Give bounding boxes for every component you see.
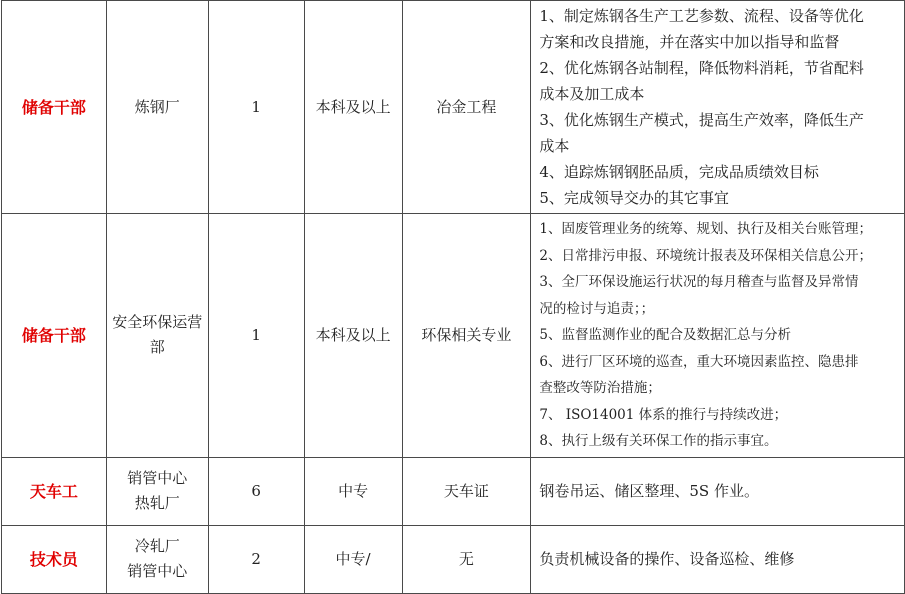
position-title: 天车工 (2, 457, 107, 525)
department-line: 冷轧厂 (134, 537, 180, 555)
duty-line: 5、完成领导交办的其它事宜 (539, 189, 729, 207)
headcount-cell: 2 (208, 525, 304, 593)
duty-line: 方案和改良措施，并在落实中加以指导和监督 (539, 33, 840, 51)
department-cell (106, 457, 208, 525)
education-cell: 中专 (304, 457, 402, 525)
duty-line: 2、日常排污申报、环境统计报表及环保相关信息公开； (539, 247, 872, 264)
duty-line: 2、优化炼钢各站制程，降低物料消耗，节省配料 (539, 59, 864, 77)
headcount-cell: 1 (208, 214, 304, 458)
duty-line: 况的检讨与追责；； (539, 300, 655, 317)
department-line: 热轧厂 (134, 494, 180, 512)
duty-line: 1、制定炼钢各生产工艺参数、流程、设备等优化 (539, 7, 864, 25)
duty-line: 成本及加工成本 (539, 85, 645, 103)
duty-line: 查整改等防治措施； (539, 380, 661, 396)
department-cell (106, 1, 208, 214)
table-row (2, 214, 905, 458)
department-cell (106, 525, 208, 593)
duties-cell (531, 457, 905, 525)
headcount-cell: 1 (208, 1, 304, 214)
education-cell: 本科及以上 (304, 214, 402, 458)
major-cell: 冶金工程 (402, 1, 531, 214)
duty-line: 6、进行厂区环境的巡查，重大环境因素监控、隐患排 (539, 353, 859, 370)
duty-line: 5、监督监测作业的配合及数据汇总与分析 (539, 327, 791, 343)
department-line: 销管中心 (127, 562, 188, 580)
department-line: 销管中心 (127, 469, 188, 487)
duties-cell (531, 214, 905, 458)
duty-line: 1、固废管理业务的统筹、规划、执行及相关台账管理； (539, 221, 872, 237)
table-row (2, 525, 905, 593)
major-cell: 环保相关专业 (402, 214, 531, 458)
position-title: 技术员 (2, 525, 107, 593)
duty-line: 4、追踪炼钢钢胚品质，完成品质绩效目标 (539, 163, 819, 181)
department-cell (106, 214, 208, 458)
duty-line: 负责机械设备的操作、设备巡检、维修 (539, 550, 795, 568)
position-title: 储备干部 (2, 1, 107, 214)
education-cell: 中专/ (304, 525, 402, 593)
duties-cell (531, 1, 905, 214)
major-cell: 天车证 (402, 457, 531, 525)
department-line: 安全环保运营 (112, 313, 203, 332)
recruitment-table (1, 0, 905, 594)
table-row (2, 1, 905, 214)
duty-line: 3、全厂环保设施运行状况的每月稽查与监督及异常情 (539, 274, 859, 290)
position-title: 储备干部 (2, 214, 107, 458)
duty-line: 3、优化炼钢生产模式，提高生产效率，降低生产 (539, 111, 864, 129)
table-row (2, 457, 905, 525)
education-cell: 本科及以上 (304, 1, 402, 214)
major-cell: 无 (402, 525, 531, 593)
department-line: 炼钢厂 (134, 97, 180, 116)
duty-line: 成本 (539, 137, 570, 155)
duty-line: 7、 ISO14001 体系的推行与持续改进； (539, 406, 788, 423)
duties-cell (531, 525, 905, 593)
duty-line: 钢卷吊运、储区整理、5S 作业。 (539, 482, 759, 500)
duty-line: 8、执行上级有关环保工作的指示事宜。 (539, 433, 778, 449)
headcount-cell: 6 (208, 457, 304, 525)
department-line: 部 (149, 338, 165, 357)
